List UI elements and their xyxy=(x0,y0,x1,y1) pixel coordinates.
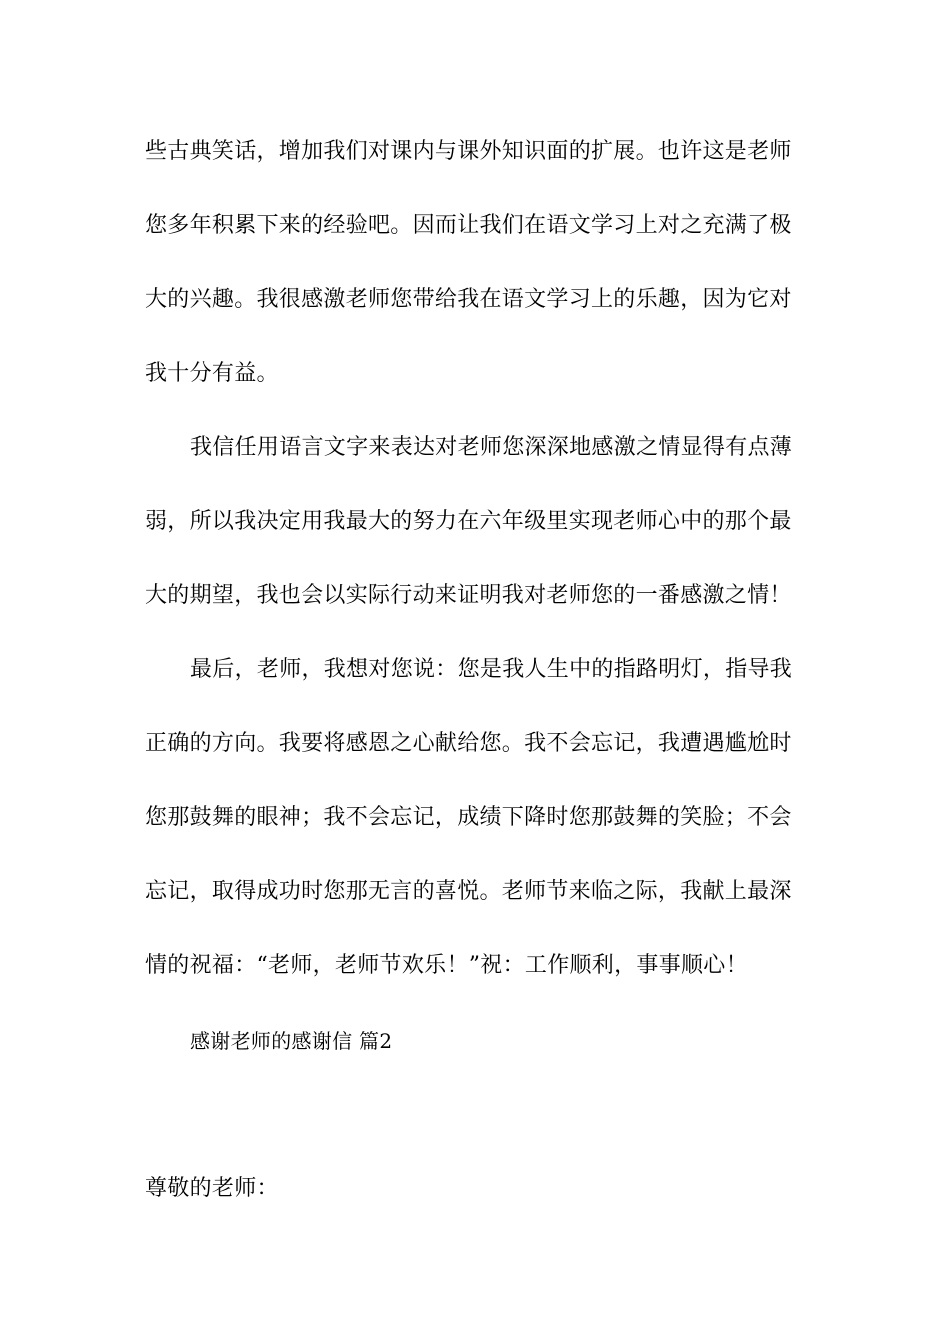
paragraph-2-line-1: 我信任用语言文字来表达对老师您深深地感激之情显得有点薄 xyxy=(190,435,793,460)
paragraph-3-line-1: 最后，老师，我想对您说：您是我人生中的指路明灯，指导我 xyxy=(190,657,793,682)
paragraph-1-line-3: 大的兴趣。我很感激老师您带给我在语文学习上的乐趣，因为它对 xyxy=(145,287,792,312)
paragraph-1-line-1: 些古典笑话，增加我们对课内与课外知识面的扩展。也许这是老师 xyxy=(145,139,792,164)
paragraph-1-line-4: 我十分有益。 xyxy=(145,361,279,386)
salutation: 尊敬的老师： xyxy=(145,1176,279,1201)
section-heading: 感谢老师的感谢信 篇2 xyxy=(190,1029,393,1053)
paragraph-1-line-2: 您多年积累下来的经验吧。因而让我们在语文学习上对之充满了极 xyxy=(145,213,792,238)
paragraph-2-line-2: 弱，所以我决定用我最大的努力在六年级里实现老师心中的那个最 xyxy=(145,509,792,534)
paragraph-2-line-3: 大的期望，我也会以实际行动来证明我对老师您的一番感激之情！ xyxy=(145,583,792,608)
paragraph-3-line-3: 您那鼓舞的眼神；我不会忘记，成绩下降时您那鼓舞的笑脸；不会 xyxy=(145,805,792,830)
paragraph-3-line-5: 情的祝福：“老师，老师节欢乐！”祝：工作顺利，事事顺心！ xyxy=(145,953,748,978)
paragraph-3-line-2: 正确的方向。我要将感恩之心献给您。我不会忘记，我遭遇尴尬时 xyxy=(145,731,792,756)
paragraph-3-line-4: 忘记，取得成功时您那无言的喜悦。老师节来临之际，我献上最深 xyxy=(145,879,792,904)
